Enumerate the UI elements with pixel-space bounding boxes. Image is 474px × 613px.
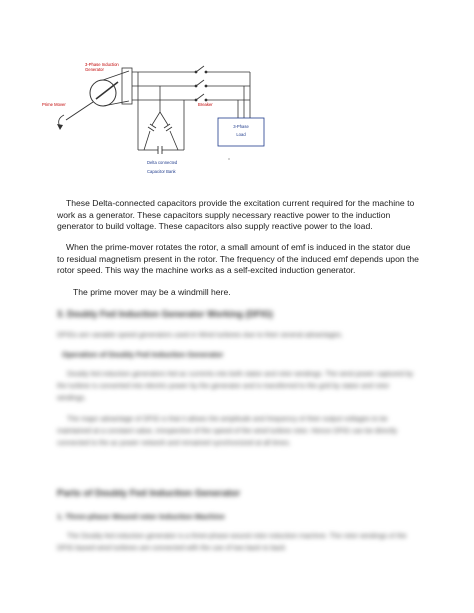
load-label-line-2: Load bbox=[236, 132, 246, 137]
generator-label-line-2: Generator bbox=[85, 67, 104, 72]
paragraph-dfig-advantage: The major advantage of DFIG is that it allows the amplitude and frequency of their output voltages to be maintained at a constant value, irrespective of the speed of the wind turbine rotor. Hence DFIG can be directly connected to the ac power network and remained synchronized at all times. bbox=[57, 416, 398, 447]
subheading-wound-rotor: 1. Three-phase Wound rotor Induction Machine bbox=[57, 512, 225, 521]
subheading-dfig-operation: Operation of Doubly Fed Induction Generator bbox=[62, 350, 224, 359]
circuit-diagram-svg bbox=[0, 0, 474, 185]
delta-capacitor-bank bbox=[144, 112, 178, 154]
capacitor-label-line-1: Delta connected bbox=[147, 160, 178, 165]
capacitor-bank-label bbox=[147, 160, 177, 174]
rotation-arrow-icon bbox=[57, 124, 63, 130]
prime-mover-label: Prime Mover bbox=[42, 102, 66, 107]
heading-dfig-working: 3. Doubly Fed Induction Generator Working (DFIG) bbox=[57, 309, 273, 319]
rotor-shaft bbox=[96, 82, 118, 99]
stator-terminal-box bbox=[122, 68, 132, 104]
load-label bbox=[218, 124, 264, 137]
breaker-contacts bbox=[195, 66, 208, 101]
generator-label bbox=[85, 62, 119, 72]
paragraph-dfig-intro: DFIGs are variable speed generators used in Wind turbines due to their several advantages. bbox=[57, 332, 343, 339]
load-label-line-1: 3-Phase bbox=[233, 124, 249, 129]
circuit-diagram bbox=[0, 0, 474, 185]
prime-mover-shaft bbox=[66, 102, 93, 120]
paragraph-prime-mover: The prime mover may be a windmill here. bbox=[73, 287, 231, 297]
generator-label-line-1: 3-Phase Induction bbox=[85, 62, 119, 67]
paragraph-excitation: These Delta-connected capacitors provide the excitation current required for the machine to work as a generator. These capacitors supply necessary reactive power to the induction generator to build voltage. These capacitors also supply reactive power to the load. bbox=[57, 198, 415, 232]
capacitor-label-line-2: Capacitor Bank bbox=[147, 169, 176, 174]
paragraph-dfig-operation: Doubly fed induction generators fed ac currents into both stator and rotor windings. The wind power captured by the turbine is converted into electric power by the generator and is transferred to the grid by stator and rotor windings. bbox=[57, 371, 414, 402]
breaker-label: Breaker bbox=[198, 102, 213, 107]
heading-dfig-parts: Parts of Doubly Fed Induction Generator bbox=[57, 488, 241, 499]
paragraph-wound-rotor: The Doubly fed induction generator is a three-phase wound rotor induction machine. The rotor windings of the DFIG based wind turbines are connected with the use of two back to back bbox=[57, 533, 407, 552]
paragraph-residual-magnetism: When the prime-mover rotates the rotor, a small amount of emf is induced in the stator due to residual magnetism present in the rotor. The frequency of the induced emf depends upon the rotor speed. This way the machine works as a self-excited induction generator. bbox=[57, 242, 419, 276]
